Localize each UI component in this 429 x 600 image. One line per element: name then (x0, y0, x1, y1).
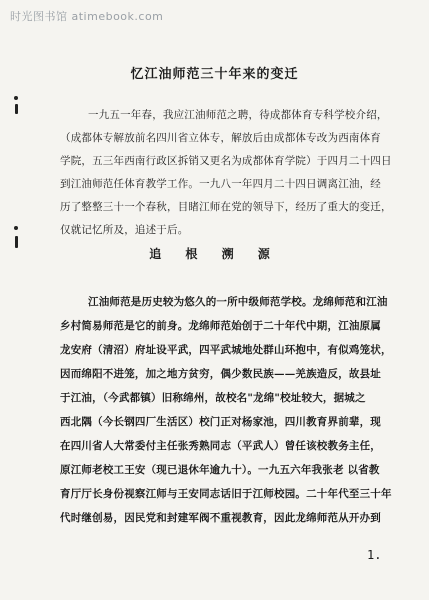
paragraph-line: 学院，五三年西南行政区拆销又更名为成都体育学院）于四月二十四日 (60, 155, 392, 167)
paragraph-line: 育厅厅长身份视察江师与王安同志话旧于江师校园。二十年代至三十年 (60, 488, 392, 500)
paragraph-line: 代时继创易，因民党和封建军阀不重视教育，因此龙绵师范从开办到 (60, 512, 381, 524)
section-title: 追 根 溯 源 (149, 247, 280, 261)
paragraph-line: 历了整整三十一个春秋，目睹江师在党的领导下，经历了重大的变迁， (60, 201, 392, 213)
paragraph-line: 仅就记忆所及，追述于后。 (60, 224, 189, 236)
paragraph-line: 西北隅（今长钢四厂生活区）校门正对杨家池，四川教育界前辈，现 (60, 416, 381, 428)
page-number: 1. (367, 548, 382, 562)
paragraph-line: 乡村简易师范是它的前身。龙绵师范始创于二十年代中期，江油原属 (60, 320, 381, 332)
paragraph-line: 因而绵阳不进笼，加之地方贫穷，偶少数民族——羌族造反，故县址 (60, 368, 381, 380)
paragraph-line: 江油师范是历史较为悠久的一所中级师范学校。龙绵师范和江油 (88, 296, 388, 308)
document-title: 忆江油师范三十年来的变迁 (130, 67, 299, 82)
margin-mark (15, 104, 18, 114)
margin-mark (14, 96, 18, 100)
paragraph-line: 一九五一年春，我应江油师范之聘，待成都体育专科学校介绍， (88, 109, 388, 121)
watermark: 时光图书馆 atimebook.com (10, 10, 164, 23)
paragraph-line: 在四川省人大常委付主任张秀熟同志（平武人）曾任该校教务主任， (60, 440, 381, 452)
paragraph-line: 原江师老校工王安（现已退休年逾九十）。一九五六年我张老 以省教 (60, 464, 380, 476)
paragraph-line: 于江油，（今武都镇）旧称绵州，故校名"龙绵"校址较大，据城之 (60, 392, 366, 404)
paragraph-line: 龙安府（清沼）府址设平武，四平武城地处群山环抱中，有似鸡笼状， (60, 344, 392, 356)
margin-mark (14, 226, 18, 230)
paragraph-line: 到江油师范任体育教学工作。一九八一年四月二十四日调离江油，经 (60, 178, 381, 190)
paragraph-line: （成都体专解放前名四川省立体专，解放后由成都体专改为西南体育 (60, 132, 381, 144)
